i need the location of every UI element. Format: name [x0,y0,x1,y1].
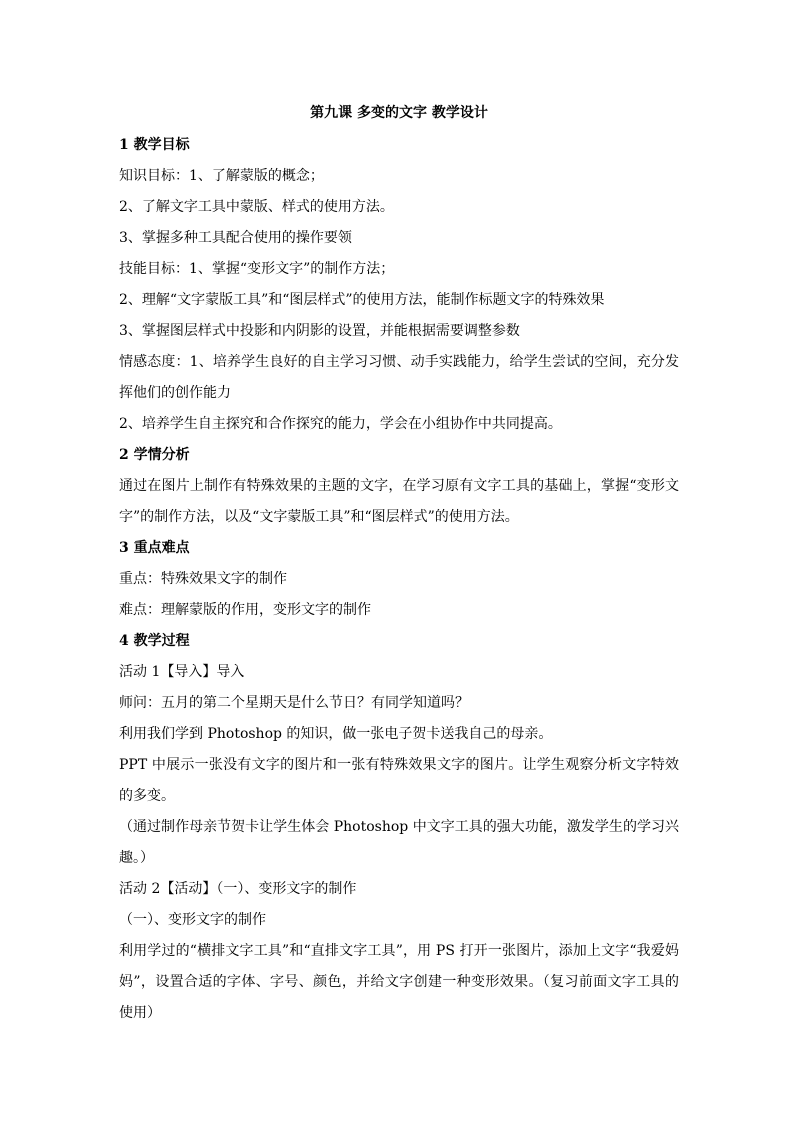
paragraph-learner-analysis: 通过在图片上制作有特殊效果的主题的文字，在学习原有文字工具的基础上，掌握“变形文字”的制作方法，以及“文字蒙版工具”和“图层样式”的使用方法。 [119,478,679,525]
paragraph-skill-goal-1: 技能目标：1、掌握“变形文字”的制作方法； [119,261,395,277]
paragraph-skill-goal-3: 3、掌握图层样式中投影和内阴影的设置，并能根据需要调整参数 [119,323,520,339]
section-heading-teaching-process: 4 教学过程 [119,633,190,649]
paragraph-knowledge-goal-1: 知识目标：1、了解蒙版的概念； [119,168,324,184]
paragraph-key-point: 重点：特殊效果文字的制作 [119,571,287,587]
paragraph-skill-goal-2: 2、理解“文字蒙版工具”和“图层样式”的使用方法，能制作标题文字的特殊效果 [119,292,605,308]
paragraph-attitude-goal-1: 情感态度：1、培养学生良好的自主学习习惯、动手实践能力，给学生尝试的空间，充分发挥他们的创作能力 [119,354,679,401]
paragraph-difficult-point: 难点：理解蒙版的作用，变形文字的制作 [119,602,371,618]
paragraph-ppt-show: PPT 中展示一张没有文字的图片和一张有特殊效果文字的图片。让学生观察分析文字特效的多变。 [119,757,679,804]
document-body [119,102,679,1029]
paragraph-warp-text-steps: 利用学过的“横排文字工具”和“直排文字工具”，用 PS 打开一张图片，添加上文字“我爱妈妈”，设置合适的字体、字号、颜色，并给文字创建一种变形效果。（复习前面文字工具的使用） [119,943,679,1021]
section-heading-key-points: 3 重点难点 [119,540,190,556]
paragraph-activity-1-title: 活动 1【导入】导入 [119,664,245,680]
section-heading-teaching-goals: 1 教学目标 [119,137,190,153]
paragraph-activity-2-title: 活动 2【活动】（一）、变形文字的制作 [119,881,357,897]
paragraph-motivation-note: （通过制作母亲节贺卡让学生体会 Photoshop 中文字工具的强大功能，激发学生的学习兴趣。） [119,819,679,866]
paragraph-attitude-goal-2: 2、培养学生自主探究和合作探究的能力，学会在小组协作中共同提高。 [119,416,562,432]
paragraph-photoshop-card: 利用我们学到 Photoshop 的知识，做一张电子贺卡送我自己的母亲。 [119,726,553,742]
paragraph-teacher-question: 师问：五月的第二个星期天是什么节日？有同学知道吗？ [119,695,469,711]
paragraph-knowledge-goal-3: 3、掌握多种工具配合使用的操作要领 [119,230,352,246]
paragraph-knowledge-goal-2: 2、了解文字工具中蒙版、样式的使用方法。 [119,199,394,215]
section-heading-learner-analysis: 2 学情分析 [119,447,190,463]
paragraph-subsection-warp-text: （一）、变形文字的制作 [119,912,266,928]
document-title: 第九课 多变的文字 教学设计 [310,105,488,121]
